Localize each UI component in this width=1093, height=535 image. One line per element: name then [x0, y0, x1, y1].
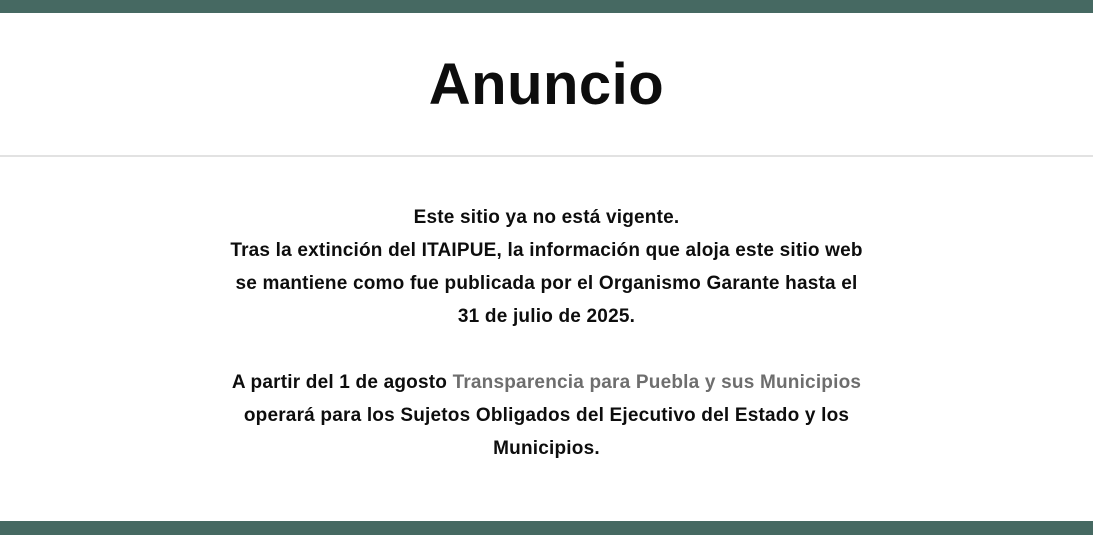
- top-accent-bar: [0, 0, 1093, 13]
- paragraph2-line-1: [137, 366, 957, 399]
- paragraph1-line-1: Este sitio ya no está vigente.: [413, 207, 680, 228]
- announcement-paragraph-1: [137, 201, 957, 333]
- header: [0, 13, 1093, 155]
- paragraph2-line-2: operará para los Sujetos Obligados del Ejecutivo del Estado y los: [243, 405, 850, 426]
- transparencia-link[interactable]: Transparencia para Puebla y sus Municipios: [452, 372, 862, 393]
- announcement-body: [0, 157, 1093, 465]
- paragraph2-line-3: Municipios.: [493, 438, 600, 459]
- paragraph2-text-before-link: A partir del 1 de agosto: [231, 372, 453, 393]
- paragraph1-line-2: Tras la extinción del ITAIPUE, la información que aloja este sitio web: [230, 240, 863, 261]
- paragraph1-line-4: 31 de julio de 2025.: [457, 306, 636, 327]
- page-title: Anuncio: [428, 51, 665, 117]
- announcement-paragraph-2: [137, 366, 957, 465]
- paragraph1-line-3: se mantiene como fue publicada por el Organismo Garante hasta el: [235, 273, 858, 294]
- bottom-accent-bar: [0, 521, 1093, 535]
